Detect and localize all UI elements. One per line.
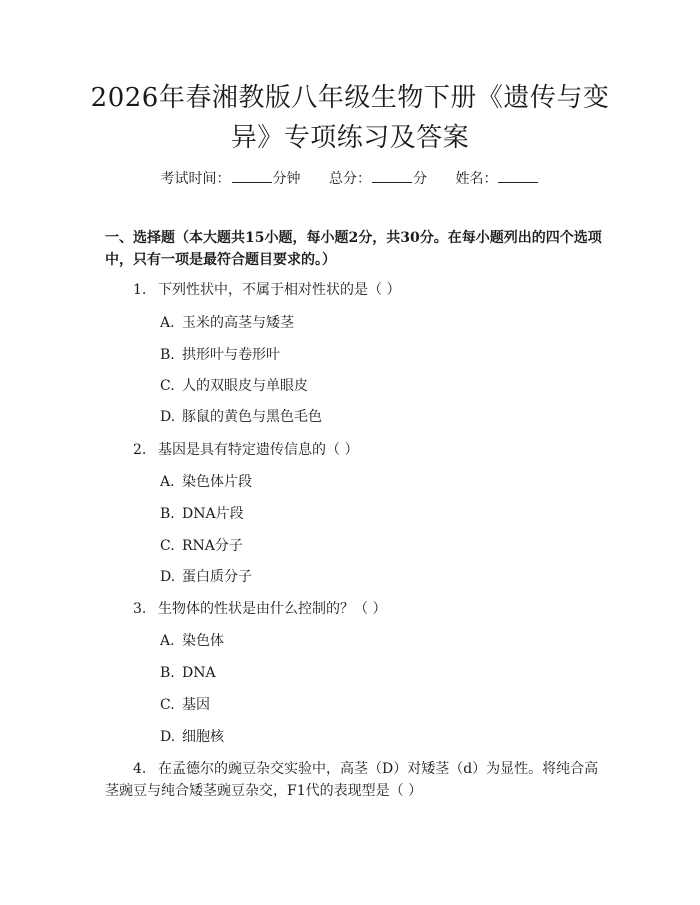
question-1	[133, 279, 613, 301]
option-text: 玉米的高茎与矮茎	[182, 315, 294, 331]
option-text: 蛋白质分子	[182, 569, 252, 585]
question-number: 4.	[133, 761, 147, 777]
option-1b[interactable]	[160, 345, 280, 365]
option-text: 拱形叶与卷形叶	[182, 347, 280, 363]
question-number: 1.	[133, 282, 147, 298]
exam-time-unit: 分钟	[272, 171, 301, 187]
exam-name	[455, 171, 539, 187]
title-line-2: 异》专项练习及答案	[230, 123, 470, 153]
question-text: 基因是具有特定遗传信息的（ ）	[158, 442, 359, 458]
option-text: 豚鼠的黄色与黑色毛色	[182, 409, 322, 425]
question-2	[133, 439, 613, 461]
option-1a[interactable]	[160, 313, 294, 333]
option-letter: A.	[160, 315, 175, 331]
question-text: 下列性状中，不属于相对性状的是（ ）	[158, 282, 401, 298]
exam-score-blank[interactable]	[372, 168, 412, 183]
option-3d[interactable]	[160, 727, 224, 747]
option-text: 染色体片段	[182, 474, 252, 490]
title-line-1: 2026年春湘教版八年级生物下册《遗传与变	[90, 83, 610, 113]
option-text: 人的双眼皮与单眼皮	[182, 378, 308, 394]
option-2d[interactable]	[160, 567, 252, 587]
option-1d[interactable]	[160, 407, 322, 427]
exam-time	[161, 171, 305, 187]
option-letter: C.	[160, 378, 175, 394]
question-3	[133, 598, 613, 620]
question-number: 3.	[133, 601, 147, 617]
option-text: RNA分子	[182, 538, 243, 554]
option-2a[interactable]	[160, 472, 252, 492]
exam-name-label: 姓名：	[455, 171, 498, 187]
exam-score-unit: 分	[413, 171, 427, 187]
exam-time-label: 考试时间：	[160, 171, 231, 187]
option-letter: B.	[160, 347, 175, 363]
exam-score-label: 总分：	[329, 171, 371, 187]
exam-score	[329, 171, 431, 187]
option-3c[interactable]	[160, 695, 210, 715]
option-3b[interactable]	[160, 663, 216, 683]
option-letter: B.	[160, 665, 175, 681]
exam-name-blank[interactable]	[498, 168, 538, 183]
option-letter: A.	[160, 633, 175, 649]
question-text: 在孟德尔的豌豆杂交实验中，高茎（D）对矮茎（d）为显性。将纯合高茎豌豆与纯合矮茎豌豆杂交，F1代的表现型是（ ）	[105, 761, 599, 799]
option-text: 细胞核	[182, 729, 224, 745]
exam-time-blank[interactable]	[232, 168, 272, 183]
question-number: 2.	[133, 442, 147, 458]
exam-info	[0, 168, 700, 189]
option-letter: C.	[160, 697, 175, 713]
question-text: 生物体的性状是由什么控制的？（ ）	[158, 601, 387, 617]
option-1c[interactable]	[160, 376, 308, 396]
section-title: 一、选择题（本大题共15小题，每小题2分，共30分。在每小题列出的四个选项中，只有一项是最符合题目要求的。）	[105, 230, 602, 268]
option-letter: B.	[160, 506, 175, 522]
option-text: 染色体	[182, 633, 224, 649]
option-letter: A.	[160, 474, 175, 490]
document-title	[60, 78, 640, 158]
option-text: DNA片段	[182, 506, 244, 522]
option-letter: D.	[160, 569, 176, 585]
option-letter: D.	[160, 729, 176, 745]
option-letter: C.	[160, 538, 175, 554]
question-4	[105, 758, 605, 802]
option-text: 基因	[182, 697, 210, 713]
option-3a[interactable]	[160, 631, 224, 651]
option-2c[interactable]	[160, 536, 243, 556]
option-2b[interactable]	[160, 504, 244, 524]
option-letter: D.	[160, 409, 176, 425]
option-text: DNA	[182, 665, 216, 681]
